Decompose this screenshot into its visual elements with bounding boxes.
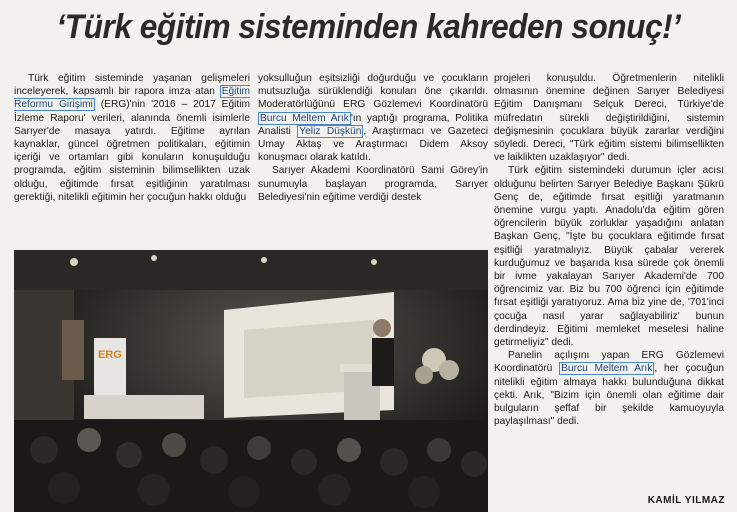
article-column-2 <box>258 72 488 204</box>
speaker <box>373 319 391 337</box>
paragraph <box>494 72 724 164</box>
erg-logo: ERG <box>98 349 122 361</box>
paragraph-text: , Araştırmacı ve Gazeteci Umay Aktaş ve Araştırmacı Didem Aksoy konuşmacı olarak katıldı. <box>258 125 488 164</box>
paragraph-text: Sarıyer Akademi Koordinatörü Sami Görey'in sunumuyla başlayan programda, Sarıyer Belediyesi'nin eğitime verdiği destek <box>258 165 488 203</box>
paragraph <box>494 349 724 428</box>
event-photo <box>14 250 488 512</box>
article-column-1 <box>14 72 250 204</box>
paragraph <box>258 164 488 204</box>
paragraph <box>258 72 488 164</box>
paragraph-text: yoksulluğun eşitsizliği doğurduğu ve çocukların mutsuzluğa sürüklendiği konuları öne çıkarıldı. Moderatörlüğünü ERG Gözlemevi Koordinatörü <box>258 73 488 111</box>
paragraph-text: Panelin açılışını yapan ERG Gözlemevi Koordinatörü <box>494 350 724 375</box>
paragraph-text: projeleri konuşuldu. Öğretmenlerin nitelikli olmasının önemine değinen Sarıyer Belediyesi Eğitim Danışmanı Selçuk Dereci, Türkiye'de müfredatın sürekli değiştirildiğini, sistemin değişmesinin çocuklara büyük zararlar verdiğini söyledi. Dereci, "Türk eğitim sistemi bilimsellikten ve laiklikten uzaklaşıyor" dedi. <box>494 73 724 164</box>
paragraph <box>14 72 250 204</box>
article-column-3 <box>494 72 724 428</box>
paragraph-text: , her çocuğun nitelikli eğitim almaya hakkı bulunduğuna dikkat çekti. Arık, "Bizim için önemli olan eğitime dair bulguların şeffaf bir şekilde kamuoyuyla paylaşılması" dedi. <box>494 363 724 428</box>
paragraph <box>494 164 724 349</box>
article-headline: ‘Türk eğitim sisteminden kahreden sonuç!’ <box>56 8 681 46</box>
byline: KAMİL YILMAZ <box>647 495 725 506</box>
paragraph-text: Türk eğitim sisteminde yaşanan gelişmeleri inceleyerek, kapsamlı bir rapora imza atan <box>14 73 250 98</box>
paragraph-text: Türk eğitim sistemindeki durumun içler acısı olduğunu belirten Sarıyer Belediye Başkanı Şükrü Genç de, eğitimde fırsat eşitliği yaratmanın önemine vurgu yaptı. Anadolu'da eğitim gören öğrencilerin büyük zorluklar yaşadığını anlatan Başkan Genç, "İşte bu çocuklara eğitimde fırsat eşitliği yaratmalıyız. Büyük çabalar vererek kurduğumuz ve başarıda kısa sürede çok önemli bir ivme yakalayan Sarıyer Akademi'de 700 öğrencimiz var. Biz bu 700 öğrenci için eğitimde fırsat eşitliği yaratıyoruz. Ama biz yine de, '701'inci çocuğa nasıl yarar sağlayabiliriz' bunun derdindeyiz. Eğitimi memleket meselesi haline getirmeliyiz" dedi. <box>494 165 724 349</box>
highlighted-name: Eğitim Reformu Girişimi <box>14 86 250 111</box>
paragraph-text: 'ın yaptığı programa, Politika Analisti <box>258 112 488 137</box>
highlighted-name: Burcu Meltem Arık <box>260 112 349 124</box>
highlighted-name: Burcu Meltem Arık <box>561 363 653 375</box>
paragraph-text: (ERG)'nin '2016 – 2017 Eğitim İzleme Raporu' verileri, alanında önemli isimlerle Sarıyer'de masaya yatırdı. Eğitime ayrılan kaynaklar, güncel öğretmen politikaları, eğitimin içeriği ve ortamları gibi konuların konuşulduğu programda, eğitim sisteminin bilimsellikten uzak olduğu, eğitimde fırsat eşitliğinin yaratılması gerektiği, nitelikli eğitimin her çocuğun hakkı olduğu <box>14 99 250 203</box>
erg-banner <box>94 338 126 398</box>
highlighted-name: Yeliz Düşkün <box>299 125 362 137</box>
